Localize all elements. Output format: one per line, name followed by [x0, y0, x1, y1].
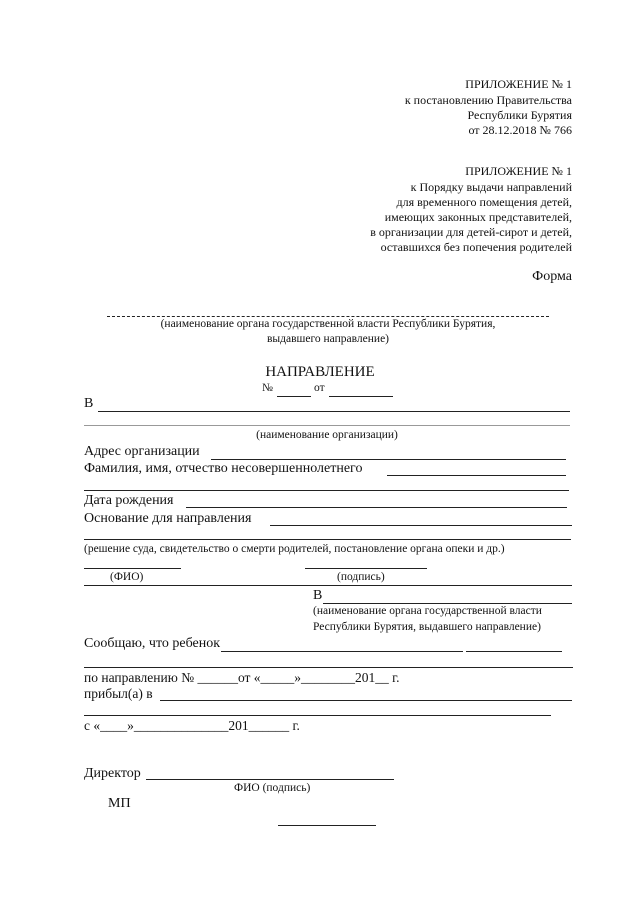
appendix-1-title: ПРИЛОЖЕНИЕ № 1: [465, 77, 572, 91]
stamp-line[interactable]: [278, 825, 376, 826]
child-name-line-3[interactable]: [84, 667, 573, 668]
issuer-caption-1: (наименование органа государственной власти Республики Бурятия,: [160, 318, 496, 330]
stamp-label: МП: [108, 796, 131, 811]
tearoff-to-label: В: [313, 588, 323, 603]
birth-line[interactable]: [186, 507, 567, 508]
date-blank[interactable]: [329, 396, 393, 397]
appendix-2-line-1: к Порядку выдачи направлений: [410, 180, 572, 194]
issuer-caption-2: выдавшего направление): [266, 333, 390, 345]
doc-title: НАПРАВЛЕНИЕ: [265, 364, 375, 380]
authority-caption-1: (наименование органа государственной власти: [313, 605, 542, 617]
address-line[interactable]: [211, 459, 566, 460]
birth-label: Дата рождения: [84, 493, 174, 508]
child-name-line-2[interactable]: [466, 651, 562, 652]
number-from: от: [314, 382, 325, 394]
referral-text: по направлению № ______от «_____»________201__ г.: [84, 670, 400, 685]
fio-caption: (ФИО): [110, 571, 144, 583]
authority-caption-2: Республики Бурятия, выдавшего направление): [313, 621, 541, 633]
fio-minor-line[interactable]: [387, 475, 566, 476]
basis-line-2[interactable]: [84, 539, 571, 540]
appendix-2-title: ПРИЛОЖЕНИЕ № 1: [465, 164, 572, 178]
report-label: Сообщаю, что ребенок: [84, 636, 221, 651]
since-text: с «____»______________201______ г.: [84, 718, 300, 733]
director-line[interactable]: [146, 779, 394, 780]
fio-minor-line-2[interactable]: [84, 490, 569, 491]
form-label: Форма: [532, 269, 572, 284]
child-name-line[interactable]: [221, 651, 463, 652]
appendix-2-line-5: оставшихся без попечения родителей: [380, 240, 572, 254]
basis-label: Основание для направления: [84, 511, 252, 526]
director-caption: ФИО (подпись): [234, 782, 311, 794]
fio-signature-line[interactable]: [84, 568, 181, 569]
appendix-2-line-4: в организации для детей-сирот и детей,: [370, 225, 572, 239]
basis-line[interactable]: [270, 525, 572, 526]
fio-minor-label: Фамилия, имя, отчество несовершеннолетнего: [84, 461, 363, 476]
address-label: Адрес организации: [84, 444, 200, 459]
org-caption: (наименование организации): [256, 429, 398, 441]
to-label: В: [84, 396, 94, 411]
issuer-line: [107, 316, 549, 317]
signature-line[interactable]: [305, 568, 427, 569]
arrived-line-2[interactable]: [84, 715, 551, 716]
number-blank[interactable]: [277, 396, 311, 397]
director-label: Директор: [84, 766, 141, 781]
appendix-1-line-2: Республики Бурятия: [467, 108, 572, 122]
signature-caption: (подпись): [337, 571, 385, 583]
cut-line: [84, 585, 572, 586]
arrived-label: прибыл(а) в: [84, 686, 153, 701]
appendix-1-line-1: к постановлению Правительства: [404, 93, 572, 107]
arrived-line[interactable]: [160, 700, 572, 701]
basis-caption: (решение суда, свидетельство о смерти родителей, постановление органа опеки и др.): [84, 543, 505, 555]
org-name-line-2[interactable]: [84, 425, 570, 426]
appendix-2-line-2: для временного помещения детей,: [396, 195, 572, 209]
number-prefix: №: [262, 382, 273, 394]
org-name-line[interactable]: [98, 411, 570, 412]
appendix-1-line-3: от 28.12.2018 № 766: [468, 123, 572, 137]
appendix-2-line-3: имеющих законных представителей,: [384, 210, 572, 224]
tearoff-to-line[interactable]: [323, 603, 572, 604]
